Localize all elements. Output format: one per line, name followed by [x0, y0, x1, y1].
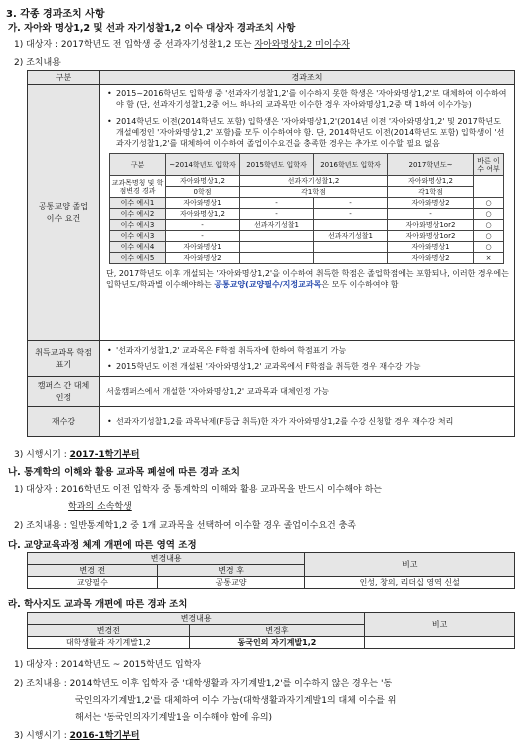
- grade-bullet-2: • 2015학년도 이전 개설된 '자아와명상1,2' 교과목에서 F학점을 취득한 경우 재수강 가능: [104, 361, 510, 372]
- effective-value: 2016-1학기부터: [69, 731, 140, 741]
- ex-cell: -: [166, 231, 240, 242]
- example-table: [109, 153, 504, 264]
- adv-after: 동국인의 자기계발1,2: [189, 637, 365, 649]
- ex-row-label: 이수 예시4: [110, 242, 166, 253]
- ex-h-ok: 바른 이수 여부: [474, 154, 504, 176]
- ex-row-label: 이수 예시2: [110, 209, 166, 220]
- ex-cell: -: [166, 220, 240, 231]
- subsection-d-effective: [14, 728, 139, 741]
- ex-cell: 자아와명상2: [388, 198, 474, 209]
- area-table: [27, 552, 515, 589]
- retake-bullet-1: • 선과자기성찰1,2를 과목낙제(F등급 취득)한 자가 자아와명상1,2를 수강 신청할 경우 재수강 처리: [104, 416, 510, 427]
- ex-sub1-c: 자아와명상1,2: [388, 176, 474, 187]
- ex-h-2015: 2015학년도 입학자: [240, 154, 314, 176]
- adv-note: [365, 637, 515, 649]
- transition-table: [27, 70, 515, 437]
- adv-h-after: 변경후: [189, 625, 365, 637]
- row-label-grade-notation: 취득교과목 학점표기: [28, 341, 100, 377]
- area-after: 공통교양: [157, 577, 305, 589]
- note-paragraph: [104, 268, 510, 290]
- campus-measure: 서울캠퍼스에서 개설한 '자아와명상1,2' 교과목과 대체인정 가능: [100, 377, 515, 407]
- area-h-change: 변경내용: [28, 553, 305, 565]
- subsection-c-title: 다. 교양교육과정 체계 개편에 따른 영역 조정: [8, 540, 197, 551]
- subsection-d-content-1: 2) 조치내용 : 2014학년도 이후 입학자 중 '대학생활과 자기계발1,2'를 이수하지 않은 경우는 '동: [14, 679, 393, 689]
- effective-prefix: 3) 시행시기 :: [14, 450, 70, 460]
- subsection-a-title: 가. 자아와 명상1,2 및 선과 자기성찰1,2 이수 대상자 경과조치 사항: [8, 23, 296, 34]
- ex-h-2014: ~2014학년도 입학자: [166, 154, 240, 176]
- ex-cell: 선과자기성찰1: [240, 220, 314, 231]
- adv-h-note: 비고: [365, 613, 515, 637]
- adv-before: 대학생활과 자기계발1,2: [28, 637, 190, 649]
- example-row: [110, 198, 504, 209]
- ex-cell: -: [314, 209, 388, 220]
- grade-bullet-1: • '선과자기성찰1,2' 교과목은 F학점 취득자에 한하여 학점표기 가능: [104, 345, 510, 356]
- ex-cell: 선과자기성찰1: [314, 231, 388, 242]
- ex-sub-label: 교과목명칭 및 학점변경 경과: [110, 176, 166, 198]
- note-highlight: 공통교양(교양필수/지정교과목: [214, 280, 322, 289]
- row-label-common-liberal: 공통교양 졸업이수 요건: [28, 85, 100, 341]
- ex-cell: -: [240, 198, 314, 209]
- ex-h-2017: 2017학년도~: [388, 154, 474, 176]
- ex-ok: ○: [474, 231, 504, 242]
- ex-row-label: 이수 예시3: [110, 231, 166, 242]
- ex-cell: [240, 253, 314, 264]
- ex-row-label: 이수 예시1: [110, 198, 166, 209]
- ex-cell: [240, 231, 314, 242]
- subsection-a-target: [14, 37, 350, 50]
- ex-sub1-a: 자아와명상1,2: [166, 176, 240, 187]
- example-row: [110, 242, 504, 253]
- retake-measure: [100, 407, 515, 437]
- ex-ok: ○: [474, 242, 504, 253]
- target-prefix: 1) 대상자 : 2017학년도 전 입학생 중 선과자기성찰1,2 또는: [14, 40, 255, 50]
- ex-ok: ○: [474, 198, 504, 209]
- area-h-after: 변경 후: [157, 565, 305, 577]
- subsection-b-target-1: 1) 대상자 : 2016학년도 이전 입학자 중 통계학의 이해와 활용 교과목을 반드시 이수해야 하는: [14, 485, 382, 495]
- ex-cell: 자아와명상2: [166, 253, 240, 264]
- ex-cell: [240, 242, 314, 253]
- col-header-measure: 경과조치: [100, 71, 515, 85]
- ex-h-2016: 2016학년도 입학자: [314, 154, 388, 176]
- measure-bullet-1: • 2015~2016학년도 입학생 중 '선과자기성찰1,2'를 이수하지 못한 학생은 '자아와명상1,2'로 대체하여 이수하여야 함 (단, 선과자기성찰1,2중 어느 하나의 교과목만 이수한 경우 자아와명상1,2중 택 1하여 이수가능): [104, 88, 510, 110]
- subsection-d-target: 1) 대상자 : 2014학년도 ~ 2015학년도 입학자: [14, 660, 202, 670]
- subsection-a-content-label: 2) 조치내용: [14, 58, 61, 68]
- ex-ok: ×: [474, 253, 504, 264]
- subsection-a-effective: [14, 447, 139, 460]
- common-liberal-measures: [100, 85, 515, 341]
- ex-cell: 자아와명상2: [388, 253, 474, 264]
- area-before: 교양필수: [28, 577, 158, 589]
- area-h-before: 변경 전: [28, 565, 158, 577]
- note-tail: 은 모두 이수하여야 함: [321, 280, 399, 289]
- ex-h-gubun: 구분: [110, 154, 166, 176]
- subsection-b-title: 나. 통계학의 이해와 활용 교과목 폐설에 따른 경과 조치: [8, 467, 240, 478]
- effective-prefix: 3) 시행시기 :: [14, 731, 70, 741]
- ex-cell: -: [314, 198, 388, 209]
- ex-cell: [314, 220, 388, 231]
- ex-cell: -: [240, 209, 314, 220]
- example-row: [110, 253, 504, 264]
- ex-row-label: 이수 예시3: [110, 220, 166, 231]
- ex-sub-ok: [474, 176, 504, 198]
- area-h-note: 비고: [305, 553, 515, 577]
- ex-cell: 자아와명상1: [166, 242, 240, 253]
- subsection-b-content: 2) 조치내용 : 일반통계학1,2 중 1개 교과목을 선택하여 이수할 경우 졸업이수요건 충족: [14, 521, 356, 531]
- ex-row-label: 이수 예시5: [110, 253, 166, 264]
- ex-cell: -: [388, 209, 474, 220]
- ex-cell: 자아와명상1: [166, 198, 240, 209]
- example-row: [110, 231, 504, 242]
- ex-cell: 자아와명상1,2: [166, 209, 240, 220]
- area-note: 인성, 창의, 리더십 영역 신설: [305, 577, 515, 589]
- ex-cell: 자아와명상1: [388, 242, 474, 253]
- effective-value: 2017-1학기부터: [69, 450, 140, 460]
- advising-table: [27, 612, 515, 649]
- measure-bullet-2: • 2014학년도 이전(2014학년도 포함) 입학생은 '자아와명상1,2'(2014년 이전 '자아와명상1,2' 및 2017학년도 개설예정인 '자아와명상1,2' 포함)를 모두 이수하여야 함. 단, 2014학년도 이전(2014학년도 포함) 입학생이 '선과자기성찰1,2'를 대체하여 이수하여 졸업이수요건을 충족한 경우는 추가로 이수할 필요 없음: [104, 116, 510, 149]
- ex-cell: [314, 253, 388, 264]
- ex-ok: ○: [474, 209, 504, 220]
- subsection-d-content-2: 국인의자기계발1,2'를 대체하여 이수 가능(대학생활과자기계발1의 대체 이수를 위: [75, 696, 397, 706]
- ex-cell: [314, 242, 388, 253]
- col-header-category: 구분: [28, 71, 100, 85]
- section-title: 3. 각종 경과조치 사항: [6, 9, 105, 20]
- example-row: [110, 220, 504, 231]
- subsection-b-target-2: 학과의 소속학생: [68, 502, 132, 512]
- subsection-d-title: 라. 학사지도 교과목 개편에 따른 경과 조치: [8, 599, 188, 610]
- ex-sub2-b: 각1학점: [240, 187, 388, 198]
- example-row: [110, 209, 504, 220]
- ex-cell: 자아와명상1or2: [388, 231, 474, 242]
- grade-notation-measures: [100, 341, 515, 377]
- ex-sub2-c: 각1학점: [388, 187, 474, 198]
- adv-h-change: 변경내용: [28, 613, 365, 625]
- ex-sub2-a: 0학점: [166, 187, 240, 198]
- ex-sub1-b: 선과자기성찰1,2: [240, 176, 388, 187]
- adv-h-before: 변경전: [28, 625, 190, 637]
- note-text: 단, 2017학년도 이후 개설되는 '자아와명상1,2'을 이수하여 취득한 학점은 졸업학점에는 포함되나, 이러한 경우에는 입학년도/학과별 이수해야하는: [106, 269, 509, 289]
- ex-cell: 자아와명상1or2: [388, 220, 474, 231]
- ex-ok: ○: [474, 220, 504, 231]
- row-label-campus: 캠퍼스 간 대체인정: [28, 377, 100, 407]
- subsection-d-content-3: 해서는 '동국인의자기계발1을 이수해야 함에 유의): [75, 713, 273, 723]
- target-underlined: 자아와명상1,2 미이수자: [254, 40, 350, 50]
- row-label-retake: 재수강: [28, 407, 100, 437]
